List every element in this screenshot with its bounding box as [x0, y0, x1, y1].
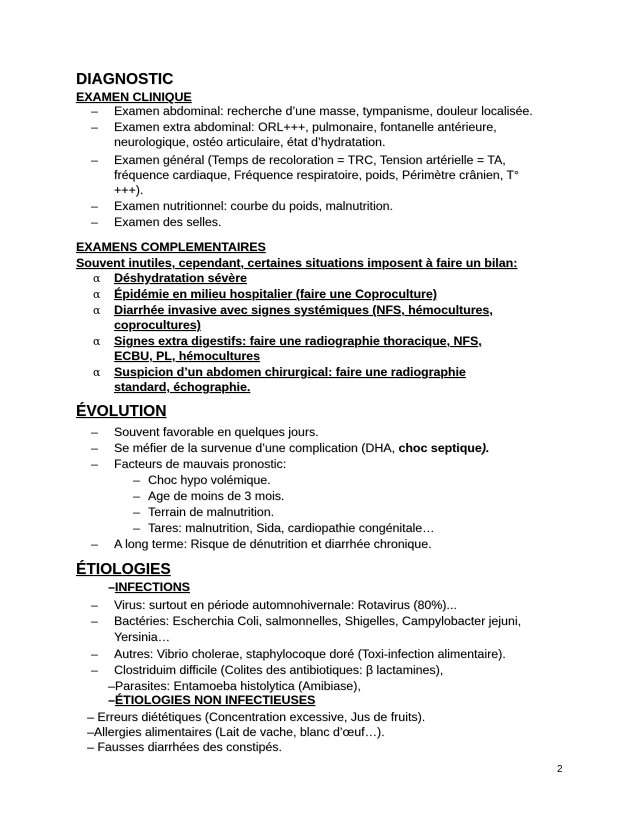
non-infect-item-3-text: Fausses diarrhées des constipés. — [97, 740, 282, 754]
non-infect-item-2-text: Allergies alimentaires (Lait de vache, blanc d’œuf…). — [93, 725, 385, 739]
dash-bullet: – — [91, 153, 98, 167]
dash-bullet: – — [91, 425, 98, 439]
bilan-item-3-line2: coprocultures) — [114, 318, 201, 332]
pronostic-item-2: Age de moins de 3 mois. — [148, 489, 285, 503]
pronostic-item-4: Tares: malnutrition, Sida, cardiopathie congénitale… — [148, 521, 435, 535]
infections-heading: –INFECTIONS — [108, 580, 190, 594]
clinique-item-3-line2: fréquence cardiaque, Fréquence respiratoire, poids, Périmètre crânien, T° — [114, 168, 519, 182]
dash-bullet: – — [91, 441, 98, 455]
infection-item-2-line2: Yersinia… — [114, 630, 171, 644]
dash-bullet: – — [133, 473, 140, 487]
alpha-bullet: α — [93, 366, 101, 379]
infection-item-3: Autres: Vibrio cholerae, staphylocoque doré (Toxi-infection alimentaire). — [114, 647, 506, 661]
bilan-item-3-line1: Diarrhée invasive avec signes systémiques (NFS, hémocultures, — [114, 303, 493, 317]
infection-item-1: Virus: surtout en période automnohivernale: Rotavirus (80%)... — [114, 598, 457, 612]
page-number: 2 — [557, 764, 563, 775]
dash-bullet: – — [91, 457, 98, 471]
bilan-item-5-line1: Suspicion d’un abdomen chirurgical: faire une radiographie — [114, 365, 466, 379]
dash-bullet: – — [91, 199, 98, 213]
bilan-item-4-line2: ECBU, PL, hémocultures — [114, 349, 260, 363]
clinique-item-4: Examen nutritionnel: courbe du poids, malnutrition. — [114, 199, 393, 213]
alpha-bullet: α — [93, 304, 101, 317]
dash-bullet: – — [133, 505, 140, 519]
dash-bullet: – — [91, 537, 98, 551]
infection-item-2-line1: Bactéries: Escherchia Coli, salmonnelles, Shigelles, Campylobacter jejuni, — [114, 614, 522, 628]
clinique-item-3-line1: Examen général (Temps de recoloration = TRC, Tension artérielle = TA, — [114, 153, 506, 167]
complementaires-intro: Souvent inutiles, cependant, certaines situations imposent à faire un bilan: — [76, 256, 518, 270]
bilan-item-4-line1: Signes extra digestifs: faire une radiographie thoracique, NFS, — [114, 334, 482, 348]
evolution-item-2-text: Se méfier de la survenue d’une complication (DHA, — [114, 441, 399, 455]
dash-bullet: – — [91, 598, 98, 612]
parasites-line: –Parasites: Entamoeba histolytica (Amibiase), — [108, 679, 361, 693]
alpha-bullet: α — [93, 288, 101, 301]
clinique-item-3-line3: +++). — [114, 183, 144, 197]
alpha-bullet: α — [93, 272, 101, 285]
dash-bullet: – — [133, 489, 140, 503]
complementaires-title: EXAMENS COMPLEMENTAIRES — [76, 240, 266, 254]
pronostic-item-3: Terrain de malnutrition. — [148, 505, 275, 519]
dash-bullet: – — [91, 614, 98, 628]
choc-septique-tail: ). — [481, 441, 490, 455]
non-infectieuses-title: ÉTIOLOGIES NON INFECTIEUSES — [114, 693, 316, 707]
dash-bullet: – — [91, 663, 98, 677]
non-infect-item-2: –Allergies alimentaires (Lait de vache, blanc d’œuf…). — [87, 725, 385, 739]
infections-title: INFECTIONS — [114, 580, 190, 594]
dash-bullet: – — [91, 215, 98, 229]
non-infect-item-1-text: Erreurs diététiques (Concentration excessive, Jus de fruits). — [97, 710, 426, 724]
evolution-item-1: Souvent favorable en quelques jours. — [114, 425, 319, 439]
clinique-item-2-line2: neurologique, ostéo articulaire, état d’hydratation. — [114, 135, 386, 149]
evolution-item-3: Facteurs de mauvais pronostic: — [114, 457, 287, 471]
bilan-item-5-line2: standard, échographie. — [114, 380, 251, 394]
etiologies-title: ÉTIOLOGIES — [76, 561, 171, 578]
infection-item-4: Clostriduim difficile (Colites des antibiotiques: β lactamines), — [114, 663, 444, 677]
dash-bullet: – — [91, 104, 98, 118]
non-infectieuses-heading: –ÉTIOLOGIES NON INFECTIEUSES — [108, 693, 316, 707]
evolution-title: ÉVOLUTION — [76, 403, 167, 420]
bilan-item-2: Épidémie en milieu hospitalier (faire une Coproculture) — [114, 287, 437, 301]
parasites-text: Parasites: Entamoeba histolytica (Amibiase), — [114, 679, 361, 693]
dash-bullet: – — [91, 120, 98, 134]
evolution-item-2 — [114, 441, 489, 456]
dash-bullet: – — [133, 521, 140, 535]
non-infect-item-3: – Fausses diarrhées des constipés. — [87, 740, 282, 754]
clinique-item-1: Examen abdominal: recherche d’une masse, tympanisme, douleur localisée. — [114, 104, 533, 118]
non-infect-item-1: – Erreurs diététiques (Concentration excessive, Jus de fruits). — [87, 710, 426, 724]
diagnostic-title: DIAGNOSTIC — [76, 71, 174, 88]
clinique-item-2-line1: Examen extra abdominal: ORL+++, pulmonaire, fontanelle antérieure, — [114, 120, 497, 134]
choc-septique-text: choc septique — [398, 441, 482, 455]
examen-clinique-subtitle: EXAMEN CLINIQUE — [76, 90, 192, 104]
bilan-item-1: Déshydratation sévère — [114, 271, 247, 285]
evolution-item-4: A long terme: Risque de dénutrition et diarrhée chronique. — [114, 537, 432, 551]
alpha-bullet: α — [93, 335, 101, 348]
dash-bullet: – — [91, 647, 98, 661]
pronostic-item-1: Choc hypo volémique. — [148, 473, 271, 487]
clinique-item-5: Examen des selles. — [114, 215, 222, 229]
